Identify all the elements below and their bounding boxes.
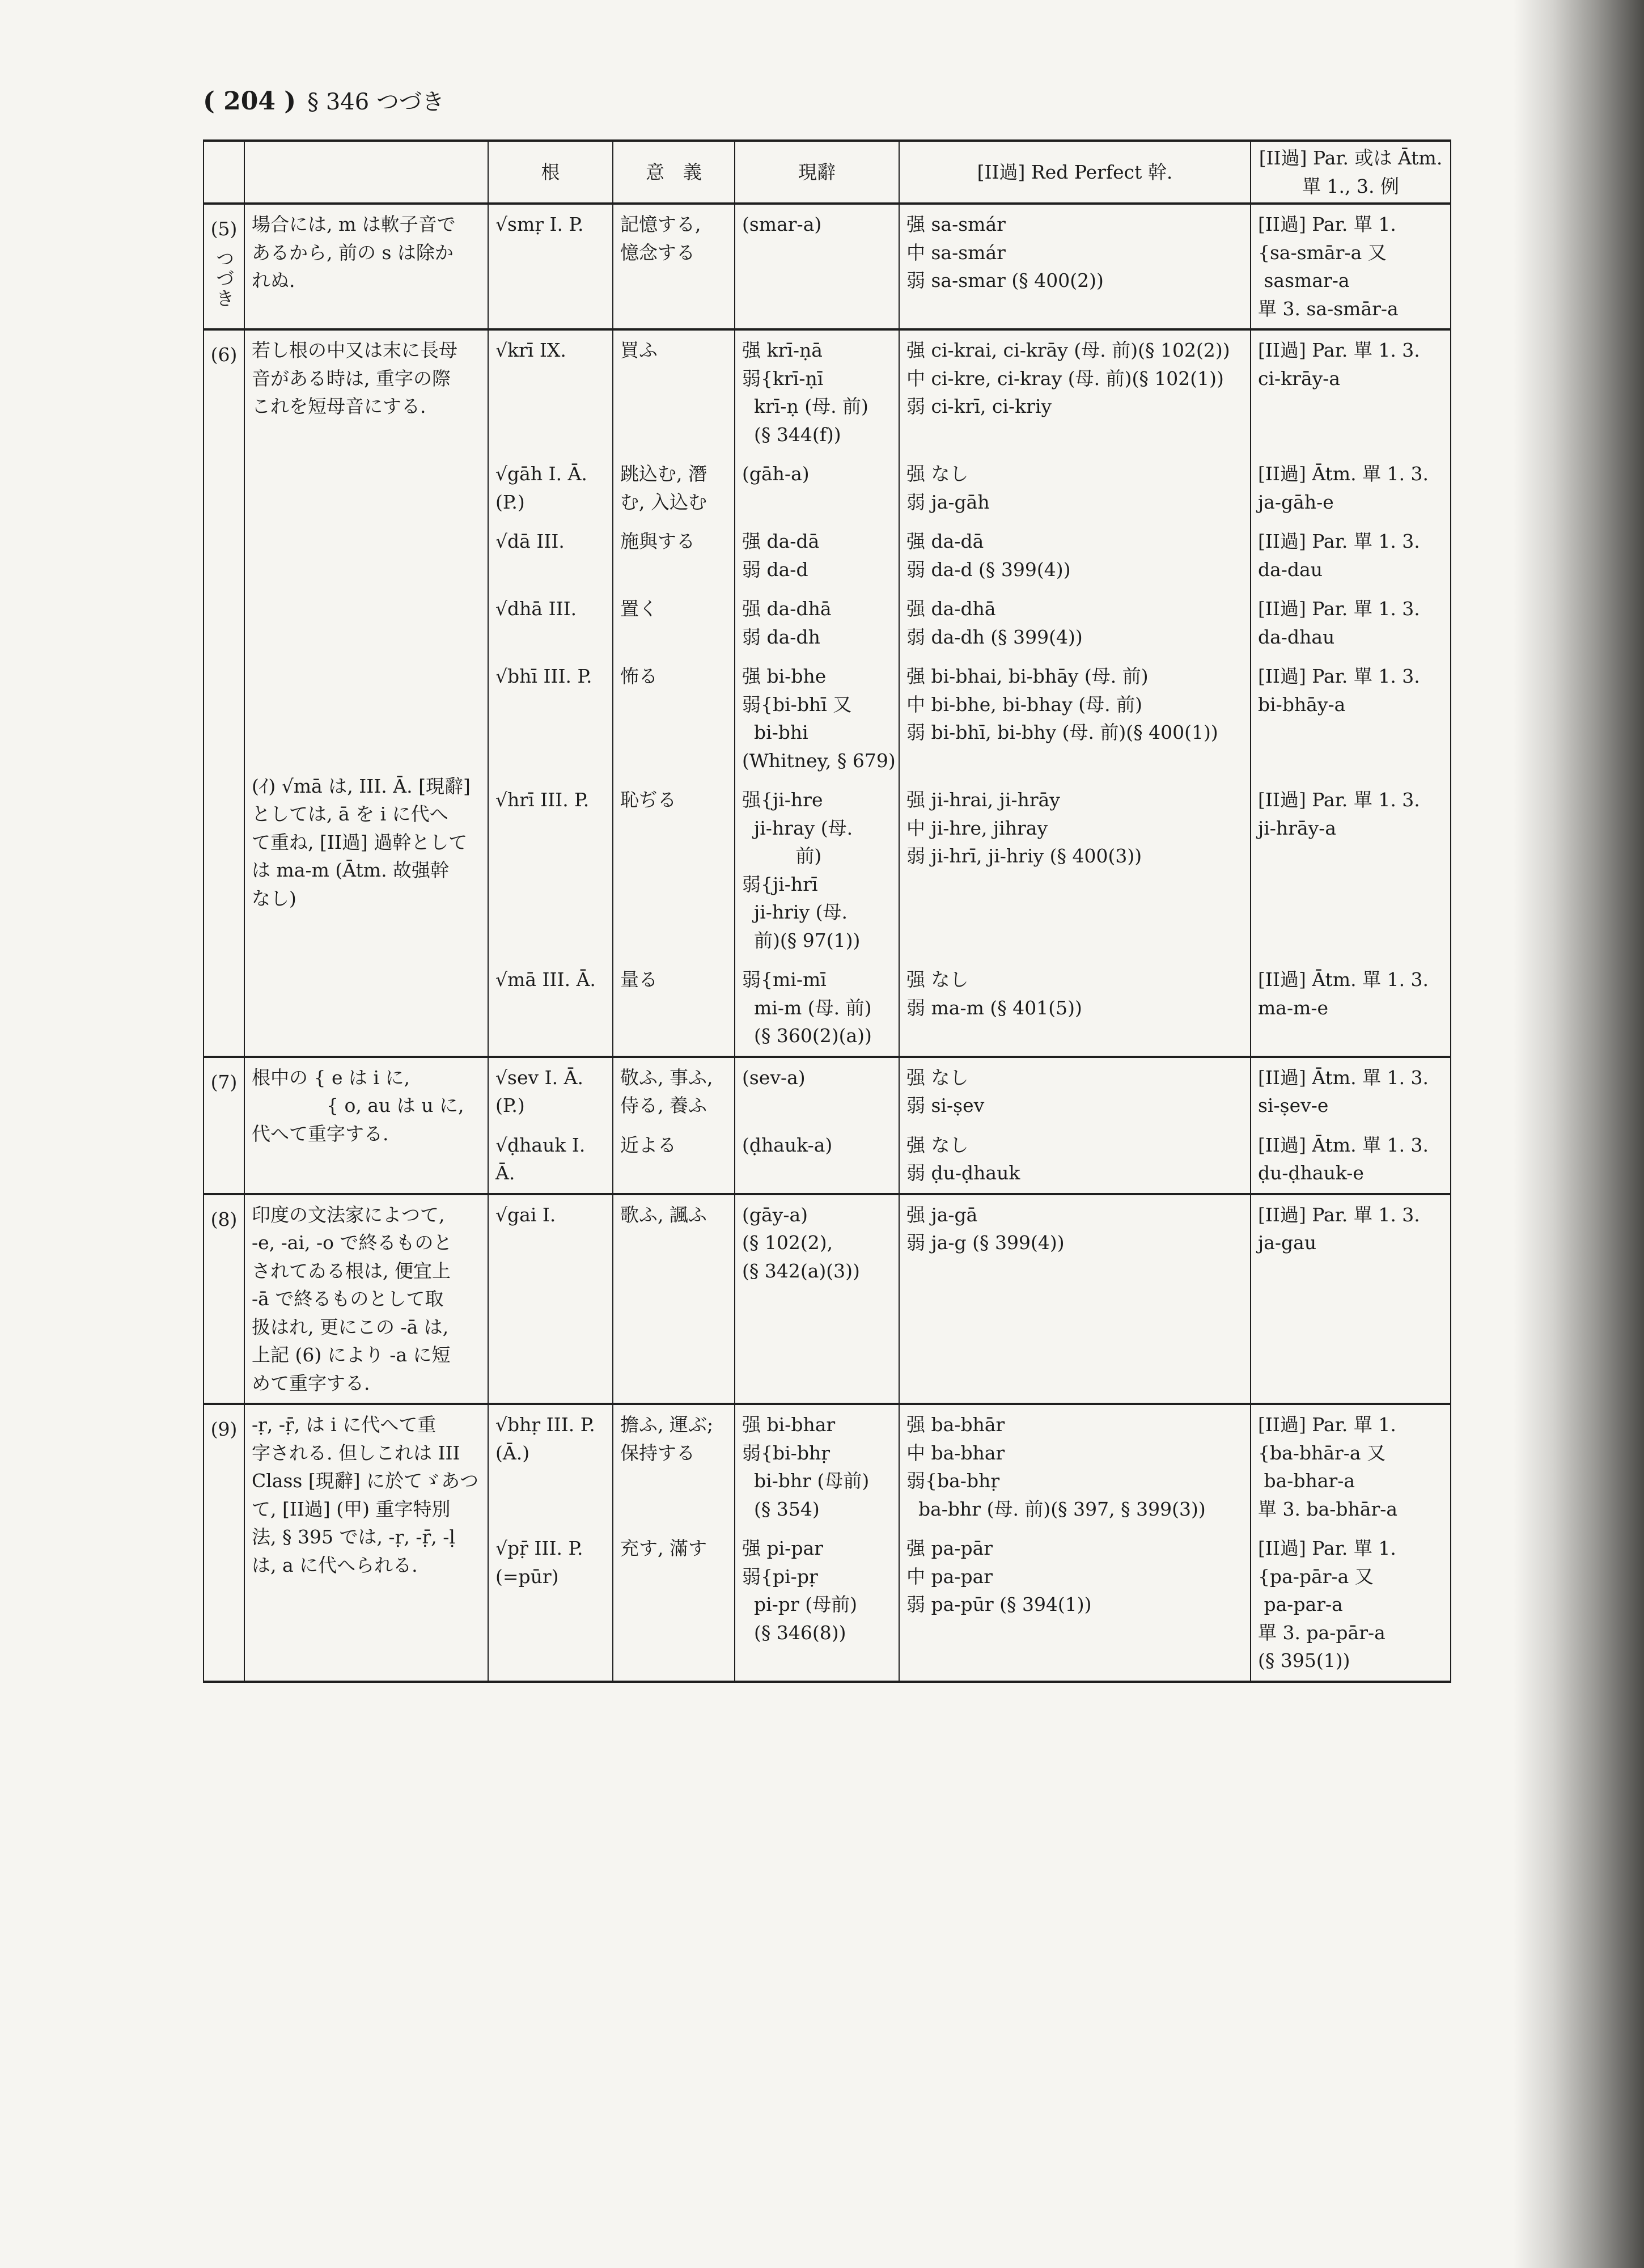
example-form-line: ja-gāh-e (1258, 490, 1334, 513)
present-stem-line: (sev-a) (742, 1066, 806, 1089)
meaning-cell (613, 780, 735, 960)
rule-description-cell (244, 329, 488, 1057)
root-cell (488, 454, 613, 522)
rule-number: (7) (210, 1070, 238, 1093)
perfect-stem-cell (899, 1057, 1251, 1125)
present-stem-line: 弱 da-dh (742, 625, 820, 648)
meaning-cell (613, 1529, 735, 1682)
perfect-stem-line: ba-bhr (母. 前)(§ 397, § 399(3)) (906, 1497, 1206, 1520)
perfect-stem-cell (899, 589, 1251, 657)
root-line: √krī IX. (495, 339, 566, 361)
perfect-stem-line: 强 pa-pār (906, 1537, 993, 1559)
example-form-line: [II過] Ātm. 單 1. 3. (1258, 968, 1429, 991)
perfect-stem-line: 弱 ci-krī, ci-kriy (906, 395, 1052, 417)
perfect-stem-cell (899, 522, 1251, 589)
page-number: ( 204 ) (203, 87, 296, 116)
example-form-line: {pa-pār-a 又 (1258, 1565, 1374, 1588)
present-stem-cell (735, 1125, 899, 1194)
perfect-stem-line: 中 ji-hre, jihray (906, 816, 1048, 839)
meaning-line: 擔ふ, 運ぶ; (620, 1414, 714, 1436)
example-form-line: [II過] Par. 單 1. 3. (1258, 339, 1420, 361)
perfect-stem-cell (899, 657, 1251, 780)
meaning-line: 買ふ (620, 339, 658, 361)
example-form-line: [II過] Par. 單 1. 3. (1258, 530, 1420, 552)
root-line: √pṝ III. P. (495, 1537, 583, 1559)
example-form-cell (1251, 204, 1451, 329)
meaning-line: 跳込む, 潛 (620, 463, 707, 485)
meaning-line: 恥ぢる (620, 789, 676, 811)
present-stem-line: (ḍhauk-a) (742, 1133, 833, 1156)
perfect-stem-line: 强 なし (906, 968, 969, 991)
example-form-line: {ba-bhār-a 又 (1258, 1441, 1386, 1464)
root-cell (488, 1194, 613, 1404)
perfect-stem-cell (899, 1194, 1251, 1404)
rule-description: 若し根の中又は末に長母 音がある時は, 重字の際 これを短母音にする. (252, 339, 457, 417)
rule-number-cell (204, 1057, 244, 1194)
root-line: (Ā.) (495, 1441, 530, 1464)
table-row-group-start (204, 1404, 1451, 1529)
example-form-line: [II過] Par. 單 1. 3. (1258, 598, 1420, 620)
example-form-line: ja-gau (1258, 1232, 1317, 1254)
grammar-table (203, 139, 1451, 1683)
example-form-cell (1251, 329, 1451, 454)
table-row-group-start (204, 204, 1451, 329)
example-form-cell (1251, 780, 1451, 960)
meaning-line: 敬ふ, 事ふ, (620, 1066, 713, 1089)
meaning-line: む, 入込む (620, 490, 707, 513)
example-form-cell (1251, 657, 1451, 780)
present-stem-line: 强 krī-ṇā (742, 339, 823, 361)
example-form-line: [II過] Par. 單 1. 3. (1258, 665, 1420, 687)
example-form-line: da-dhau (1258, 625, 1335, 648)
rule-number: (6) (210, 344, 238, 366)
perfect-stem-cell (899, 1529, 1251, 1682)
example-form-line: 單 3. ba-bhār-a (1258, 1497, 1398, 1520)
perfect-stem-line: 中 pa-par (906, 1565, 993, 1588)
perfect-stem-line: 中 bi-bhe, bi-bhay (母. 前) (906, 693, 1142, 716)
rule-number: (5) (210, 218, 238, 240)
root-cell (488, 589, 613, 657)
perfect-stem-line: 弱 sa-smar (§ 400(2)) (906, 269, 1104, 291)
example-form-line: [II過] Ātm. 單 1. 3. (1258, 1066, 1429, 1089)
root-line: (P.) (495, 490, 525, 513)
present-stem-cell (735, 960, 899, 1057)
root-line: √sev I. Ā. (495, 1066, 583, 1089)
present-stem-line: 弱{bi-bhī 又 (742, 693, 852, 716)
present-stem-line: 强 pi-par (742, 1537, 823, 1559)
present-stem-line: (Whitney, § 679) (742, 749, 896, 772)
example-form-cell (1251, 1529, 1451, 1682)
perfect-stem-cell (899, 204, 1251, 329)
present-stem-line: krī-ṇ (母. 前) (742, 395, 868, 417)
present-stem-cell (735, 589, 899, 657)
present-stem-line: (gāh-a) (742, 463, 810, 485)
present-stem-line: (§ 102(2), (742, 1232, 833, 1254)
example-form-line: sasmar-a (1258, 269, 1350, 291)
example-form-line: {sa-smār-a 又 (1258, 241, 1387, 264)
rule-number-cell (204, 329, 244, 1057)
perfect-stem-line: 弱 ja-gāh (906, 490, 990, 513)
perfect-stem-line: 弱 ja-g (§ 399(4)) (906, 1232, 1065, 1254)
example-form-line: [II過] Par. 單 1. 3. (1258, 1203, 1420, 1226)
rule-description-cell (244, 204, 488, 329)
table-row-group-start (204, 1057, 1451, 1125)
root-cell (488, 1125, 613, 1194)
meaning-cell (613, 522, 735, 589)
present-stem-line: (smar-a) (742, 213, 822, 235)
perfect-stem-cell (899, 960, 1251, 1057)
meaning-line: 保持する (620, 1441, 695, 1464)
example-form-cell (1251, 1057, 1451, 1125)
present-stem-cell (735, 1529, 899, 1682)
present-stem-line: 强{ji-hre (742, 789, 823, 811)
present-stem-cell (735, 780, 899, 960)
header-perfect-stem: [II過] Red Perfect 幹. (899, 141, 1251, 204)
example-form-cell (1251, 522, 1451, 589)
perfect-stem-line: 弱 ma-m (§ 401(5)) (906, 996, 1082, 1019)
perfect-stem-line: 弱 ji-hrī, ji-hriy (§ 400(3)) (906, 845, 1142, 867)
rule-description: 根中の { e は i に, { o, au は u に, 代へて重字する. (252, 1066, 464, 1145)
rule-description-cell (244, 1404, 488, 1682)
example-form-line: [II過] Ātm. 單 1. 3. (1258, 463, 1429, 485)
rule-number-cell (204, 1404, 244, 1682)
present-stem-line: 强 da-dā (742, 530, 820, 552)
header-root: 根 (488, 141, 613, 204)
perfect-stem-cell (899, 1125, 1251, 1194)
example-form-line: da-dau (1258, 558, 1323, 581)
example-form-line: [II過] Ātm. 單 1. 3. (1258, 1133, 1429, 1156)
perfect-stem-line: 中 sa-smár (906, 241, 1006, 264)
perfect-stem-line: 强 ji-hrai, ji-hrāy (906, 789, 1060, 811)
example-form-line: [II過] Par. 單 1. (1258, 213, 1396, 235)
root-line: √gāh I. Ā. (495, 463, 587, 485)
root-line: √smṛ I. P. (495, 213, 584, 235)
perfect-stem-line: 强 ja-gā (906, 1203, 978, 1226)
root-line: √gai I. (495, 1203, 556, 1226)
present-stem-line: bi-bhr (母前) (742, 1470, 870, 1492)
example-form-line: bi-bhāy-a (1258, 693, 1346, 716)
meaning-line: 怖る (620, 665, 658, 687)
rule-description: -ṛ, -ṝ, は i に代へて重 字される. 但しこれは III Class [現辭] に於てゞあつ て, [II過] (甲) 重字特別 法, § 395 では, -ṛ, -ṝ, -ḷ は, a に代へられる. (252, 1414, 479, 1576)
root-line: √mā III. Ā. (495, 968, 596, 991)
example-form-cell (1251, 1404, 1451, 1529)
rule-number-cell (204, 1194, 244, 1404)
perfect-stem-line: 强 da-dā (906, 530, 984, 552)
present-stem-line: 强 bi-bhar (742, 1414, 836, 1436)
perfect-stem-line: 强 sa-smár (906, 213, 1006, 235)
present-stem-cell (735, 204, 899, 329)
root-line: √bhī III. P. (495, 665, 592, 687)
root-line: (P.) (495, 1094, 525, 1116)
present-stem-line: (gāy-a) (742, 1203, 808, 1226)
present-stem-line: 弱{mi-mī (742, 968, 827, 991)
example-form-line: 單 3. sa-smār-a (1258, 297, 1399, 320)
perfect-stem-line: 弱 bi-bhī, bi-bhy (母. 前)(§ 400(1)) (906, 721, 1218, 743)
root-cell (488, 204, 613, 329)
root-cell (488, 780, 613, 960)
example-form-line: [II過] Par. 單 1. (1258, 1537, 1396, 1559)
header-present: 現辭 (735, 141, 899, 204)
example-form-line: (§ 395(1)) (1258, 1649, 1350, 1672)
example-form-cell (1251, 1125, 1451, 1194)
example-form-line: ḍu-ḍhauk-e (1258, 1162, 1364, 1184)
meaning-cell (613, 1057, 735, 1125)
scan-shadow-edge (1514, 0, 1644, 2268)
meaning-cell (613, 1404, 735, 1529)
root-cell (488, 329, 613, 454)
table-row-group-start (204, 1194, 1451, 1404)
perfect-stem-line: 强 ci-krai, ci-krāy (母. 前)(§ 102(2)) (906, 339, 1230, 361)
present-stem-line: (§ 360(2)(a)) (742, 1025, 872, 1047)
perfect-stem-line: 弱 si-ṣev (906, 1094, 985, 1116)
present-stem-line: 前) (742, 845, 822, 867)
perfect-stem-line: 中 ba-bhar (906, 1441, 1005, 1464)
example-form-line: si-ṣev-e (1258, 1094, 1329, 1116)
present-stem-cell (735, 1404, 899, 1529)
page-header (203, 84, 444, 116)
example-form-line: ma-m-e (1258, 996, 1329, 1019)
root-cell (488, 657, 613, 780)
present-stem-line: mi-m (母. 前) (742, 996, 872, 1019)
root-line: √ḍhauk I. (495, 1133, 586, 1156)
continuation-label: つづき (213, 248, 235, 308)
meaning-line: 記憶する, (620, 213, 701, 235)
example-form-cell (1251, 589, 1451, 657)
root-cell (488, 1529, 613, 1682)
root-line: √dā III. (495, 530, 565, 552)
meaning-line: 憶念する (620, 241, 695, 264)
table-row-group-start (204, 329, 1451, 454)
root-line: √dhā III. (495, 598, 577, 620)
present-stem-line: 强 da-dhā (742, 598, 832, 620)
root-cell (488, 1404, 613, 1529)
meaning-line: 量る (620, 968, 658, 991)
present-stem-line: 弱{ji-hrī (742, 873, 818, 895)
root-cell (488, 1057, 613, 1125)
present-stem-line: 前)(§ 97(1)) (742, 929, 861, 951)
perfect-stem-line: 弱{ba-bhṛ (906, 1470, 1000, 1492)
root-cell (488, 960, 613, 1057)
example-form-line: [II過] Par. 單 1. (1258, 1414, 1396, 1436)
present-stem-cell (735, 522, 899, 589)
example-form-cell (1251, 454, 1451, 522)
meaning-cell (613, 960, 735, 1057)
meaning-cell (613, 454, 735, 522)
meaning-cell (613, 589, 735, 657)
meaning-line: 侍る, 養ふ (620, 1094, 707, 1116)
root-cell (488, 522, 613, 589)
present-stem-line: (§ 346(8)) (742, 1621, 846, 1644)
meaning-cell (613, 1194, 735, 1404)
perfect-stem-line: 弱 ḍu-ḍhauk (906, 1162, 1020, 1184)
present-stem-line: 弱{pi-pṛ (742, 1565, 818, 1588)
perfect-stem-cell (899, 1404, 1251, 1529)
grammar-table-container (203, 139, 1450, 1683)
root-line: √hrī III. P. (495, 789, 590, 811)
example-form-line: ji-hrāy-a (1258, 816, 1337, 839)
meaning-line: 置く (620, 598, 658, 620)
meaning-cell (613, 657, 735, 780)
rule-number: (8) (210, 1208, 238, 1230)
example-form-line: 單 3. pa-pār-a (1258, 1621, 1385, 1644)
perfect-stem-line: 强 なし (906, 1066, 969, 1089)
perfect-stem-line: 强 da-dhā (906, 598, 996, 620)
present-stem-cell (735, 1057, 899, 1125)
present-stem-line: 弱 da-d (742, 558, 808, 581)
perfect-stem-cell (899, 454, 1251, 522)
present-stem-line: 弱{bi-bhṛ (742, 1441, 830, 1464)
present-stem-cell (735, 1194, 899, 1404)
section-heading: § 346 つづき (307, 89, 444, 115)
example-form-cell (1251, 960, 1451, 1057)
perfect-stem-line: 弱 da-dh (§ 399(4)) (906, 625, 1083, 648)
rule-description: 印度の文法家によつて, -e, -ai, -o で終るものと されてゐる根は, 便宜上 -ā で終るものとして取 扱はれ, 更にこの -ā は, 上記 (6) により -a に短 めて重字する. (252, 1203, 452, 1394)
present-stem-line: 强 bi-bhe (742, 665, 827, 687)
present-stem-cell (735, 329, 899, 454)
example-form-line: ba-bhar-a (1258, 1470, 1355, 1492)
example-form-cell (1251, 1194, 1451, 1404)
perfect-stem-line: 弱 pa-pūr (§ 394(1)) (906, 1593, 1092, 1615)
table-body (204, 204, 1451, 1682)
perfect-stem-line: 弱 da-d (§ 399(4)) (906, 558, 1071, 581)
perfect-stem-line: 强 なし (906, 1133, 969, 1156)
header-rule (244, 141, 488, 204)
root-line: (=pūr) (495, 1565, 559, 1588)
rule-number-cell (204, 204, 244, 329)
header-number (204, 141, 244, 204)
perfect-stem-line: 强 bi-bhai, bi-bhāy (母. 前) (906, 665, 1149, 687)
meaning-line: 歌ふ, 諷ふ (620, 1203, 707, 1226)
root-line: Ā. (495, 1162, 515, 1184)
present-stem-line: (§ 344(f)) (742, 423, 841, 446)
header-example: [II過] Par. 或は Ātm. 單 1., 3. 例 (1251, 141, 1451, 204)
header-row (204, 141, 1451, 204)
perfect-stem-cell (899, 329, 1251, 454)
header-meaning: 意 義 (613, 141, 735, 204)
present-stem-line: pi-pr (母前) (742, 1593, 857, 1615)
meaning-line: 施與する (620, 530, 695, 552)
perfect-stem-cell (899, 780, 1251, 960)
example-form-line: pa-par-a (1258, 1593, 1343, 1615)
present-stem-line: bi-bhi (742, 721, 808, 743)
present-stem-cell (735, 454, 899, 522)
meaning-line: 近よる (620, 1133, 676, 1156)
rule-number: (9) (210, 1418, 238, 1440)
meaning-cell (613, 1125, 735, 1194)
root-line: √bhṛ III. P. (495, 1414, 595, 1436)
perfect-stem-line: 强 ba-bhār (906, 1414, 1005, 1436)
present-stem-line: (§ 342(a)(3)) (742, 1259, 860, 1282)
present-stem-line: 弱{krī-ṇī (742, 367, 824, 390)
meaning-cell (613, 329, 735, 454)
rule-sub-note: (ｲ) √mā は, III. Ā. [現辭] としては, ā を i に代へ て重ね, [II過] 過幹として は ma-m (Ātm. 故强幹 なし) (252, 775, 471, 909)
rule-description: 場合には, m は軟子音で あるから, 前の s は除か れぬ. (252, 213, 456, 291)
present-stem-line: (§ 354) (742, 1497, 820, 1520)
rule-description-cell (244, 1057, 488, 1194)
present-stem-cell (735, 657, 899, 780)
example-form-line: ci-krāy-a (1258, 367, 1341, 390)
perfect-stem-line: 中 ci-kre, ci-kray (母. 前)(§ 102(1)) (906, 367, 1224, 390)
perfect-stem-line: 强 なし (906, 463, 969, 485)
present-stem-line: ji-hriy (母. (742, 901, 848, 923)
present-stem-line: ji-hray (母. (742, 816, 853, 839)
example-form-line: [II過] Par. 單 1. 3. (1258, 789, 1420, 811)
rule-description-cell (244, 1194, 488, 1404)
meaning-line: 充す, 滿す (620, 1537, 707, 1559)
meaning-cell (613, 204, 735, 329)
